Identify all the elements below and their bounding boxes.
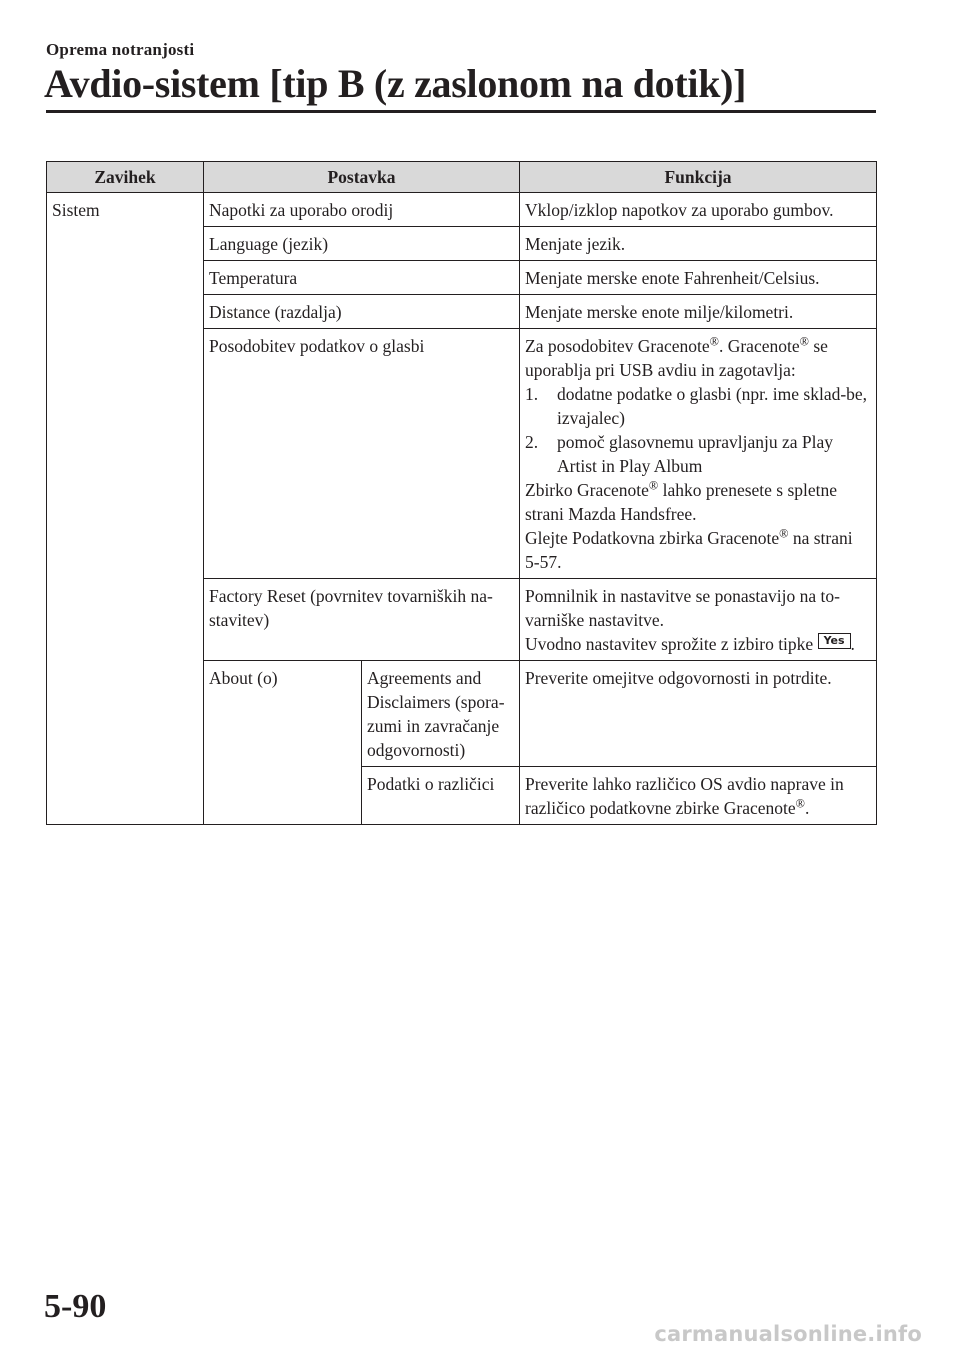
text-run: . (850, 634, 855, 654)
column-header-tab: Zavihek (47, 162, 204, 193)
item-cell: About (o) (204, 661, 362, 825)
item-cell: Temperatura (204, 261, 520, 295)
function-cell: Menjate jezik. (520, 227, 877, 261)
text-run: . (804, 798, 810, 818)
list-text: dodatne podatke o glasbi (npr. ime sklad-be, izvajalec) (557, 384, 868, 428)
yes-button: Yes (818, 633, 851, 649)
section-header: Oprema notranjosti (46, 40, 195, 59)
function-cell (520, 767, 877, 825)
tab-cell: Sistem (47, 193, 204, 825)
subitem-cell: Agreements and Disclaimers (spora-zumi in zavračanje odgovornosti) (362, 661, 520, 767)
gracenote-download (525, 478, 871, 526)
title-rule (46, 110, 876, 113)
function-cell: Menjate merske enote milje/kilometri. (520, 295, 877, 329)
item-cell: Posodobitev podatkov o glasbi (204, 329, 520, 579)
gracenote-reference (525, 526, 871, 574)
item-cell: Napotki za uporabo orodij (204, 193, 520, 227)
column-header-function: Funkcija (520, 162, 877, 193)
list-item (525, 382, 871, 430)
item-cell: Factory Reset (povrnitev tovarniških na-stavitev) (204, 579, 520, 661)
subitem-cell: Podatki o različici (362, 767, 520, 825)
registered-mark: ® (795, 796, 805, 811)
reset-description: Pomnilnik in nastavitve se ponastavijo na to-varniške nastavitve. (525, 586, 840, 630)
function-cell (520, 329, 877, 579)
reset-instruction (525, 632, 871, 656)
gracenote-list (525, 382, 871, 478)
settings-table (46, 161, 877, 825)
list-text: pomoč glasovnemu upravljanju za Play Artist in Play Album (557, 432, 834, 476)
text-run: Za posodobitev Gracenote (525, 336, 710, 356)
table-header-row (47, 162, 877, 193)
page-number: 5-90 (44, 1288, 107, 1325)
item-cell: Distance (razdalja) (204, 295, 520, 329)
function-cell: Menjate merske enote Fahrenheit/Celsius. (520, 261, 877, 295)
text-run: Uvodno nastavitev sprožite z izbiro tipke (525, 634, 818, 654)
text-run: Preverite lahko različico OS avdio naprave in različico podatkovne zbirke Gracenote (525, 774, 844, 818)
registered-mark: ® (779, 526, 789, 541)
function-cell: Vklop/izklop napotkov za uporabo gumbov. (520, 193, 877, 227)
item-cell: Language (jezik) (204, 227, 520, 261)
gracenote-intro (525, 334, 871, 382)
registered-mark: ® (799, 334, 809, 349)
list-number: 1. (525, 384, 539, 404)
text-run: lahko prenesete s spletne strani Mazda Handsfree. (525, 480, 838, 524)
page-title: Avdio-sistem [tip B (z zaslonom na dotik)] (44, 61, 747, 106)
column-header-item: Postavka (204, 162, 520, 193)
text-run: Zbirko Gracenote (525, 480, 649, 500)
text-run: Glejte Podatkovna zbirka Gracenote (525, 528, 780, 548)
watermark: carmanualsonline.info (654, 1322, 922, 1346)
table-row (47, 193, 877, 227)
text-run: na strani 5-57. (525, 528, 853, 572)
function-cell (520, 579, 877, 661)
registered-mark: ® (709, 334, 719, 349)
registered-mark: ® (648, 478, 659, 493)
text-run: . Gracenote (718, 336, 800, 356)
list-item (525, 430, 871, 478)
list-number: 2. (525, 432, 539, 452)
text-run: se uporablja pri USB avdiu in zagotavlja: (525, 336, 828, 380)
function-cell: Preverite omejitve odgovornosti in potrdite. (520, 661, 877, 767)
